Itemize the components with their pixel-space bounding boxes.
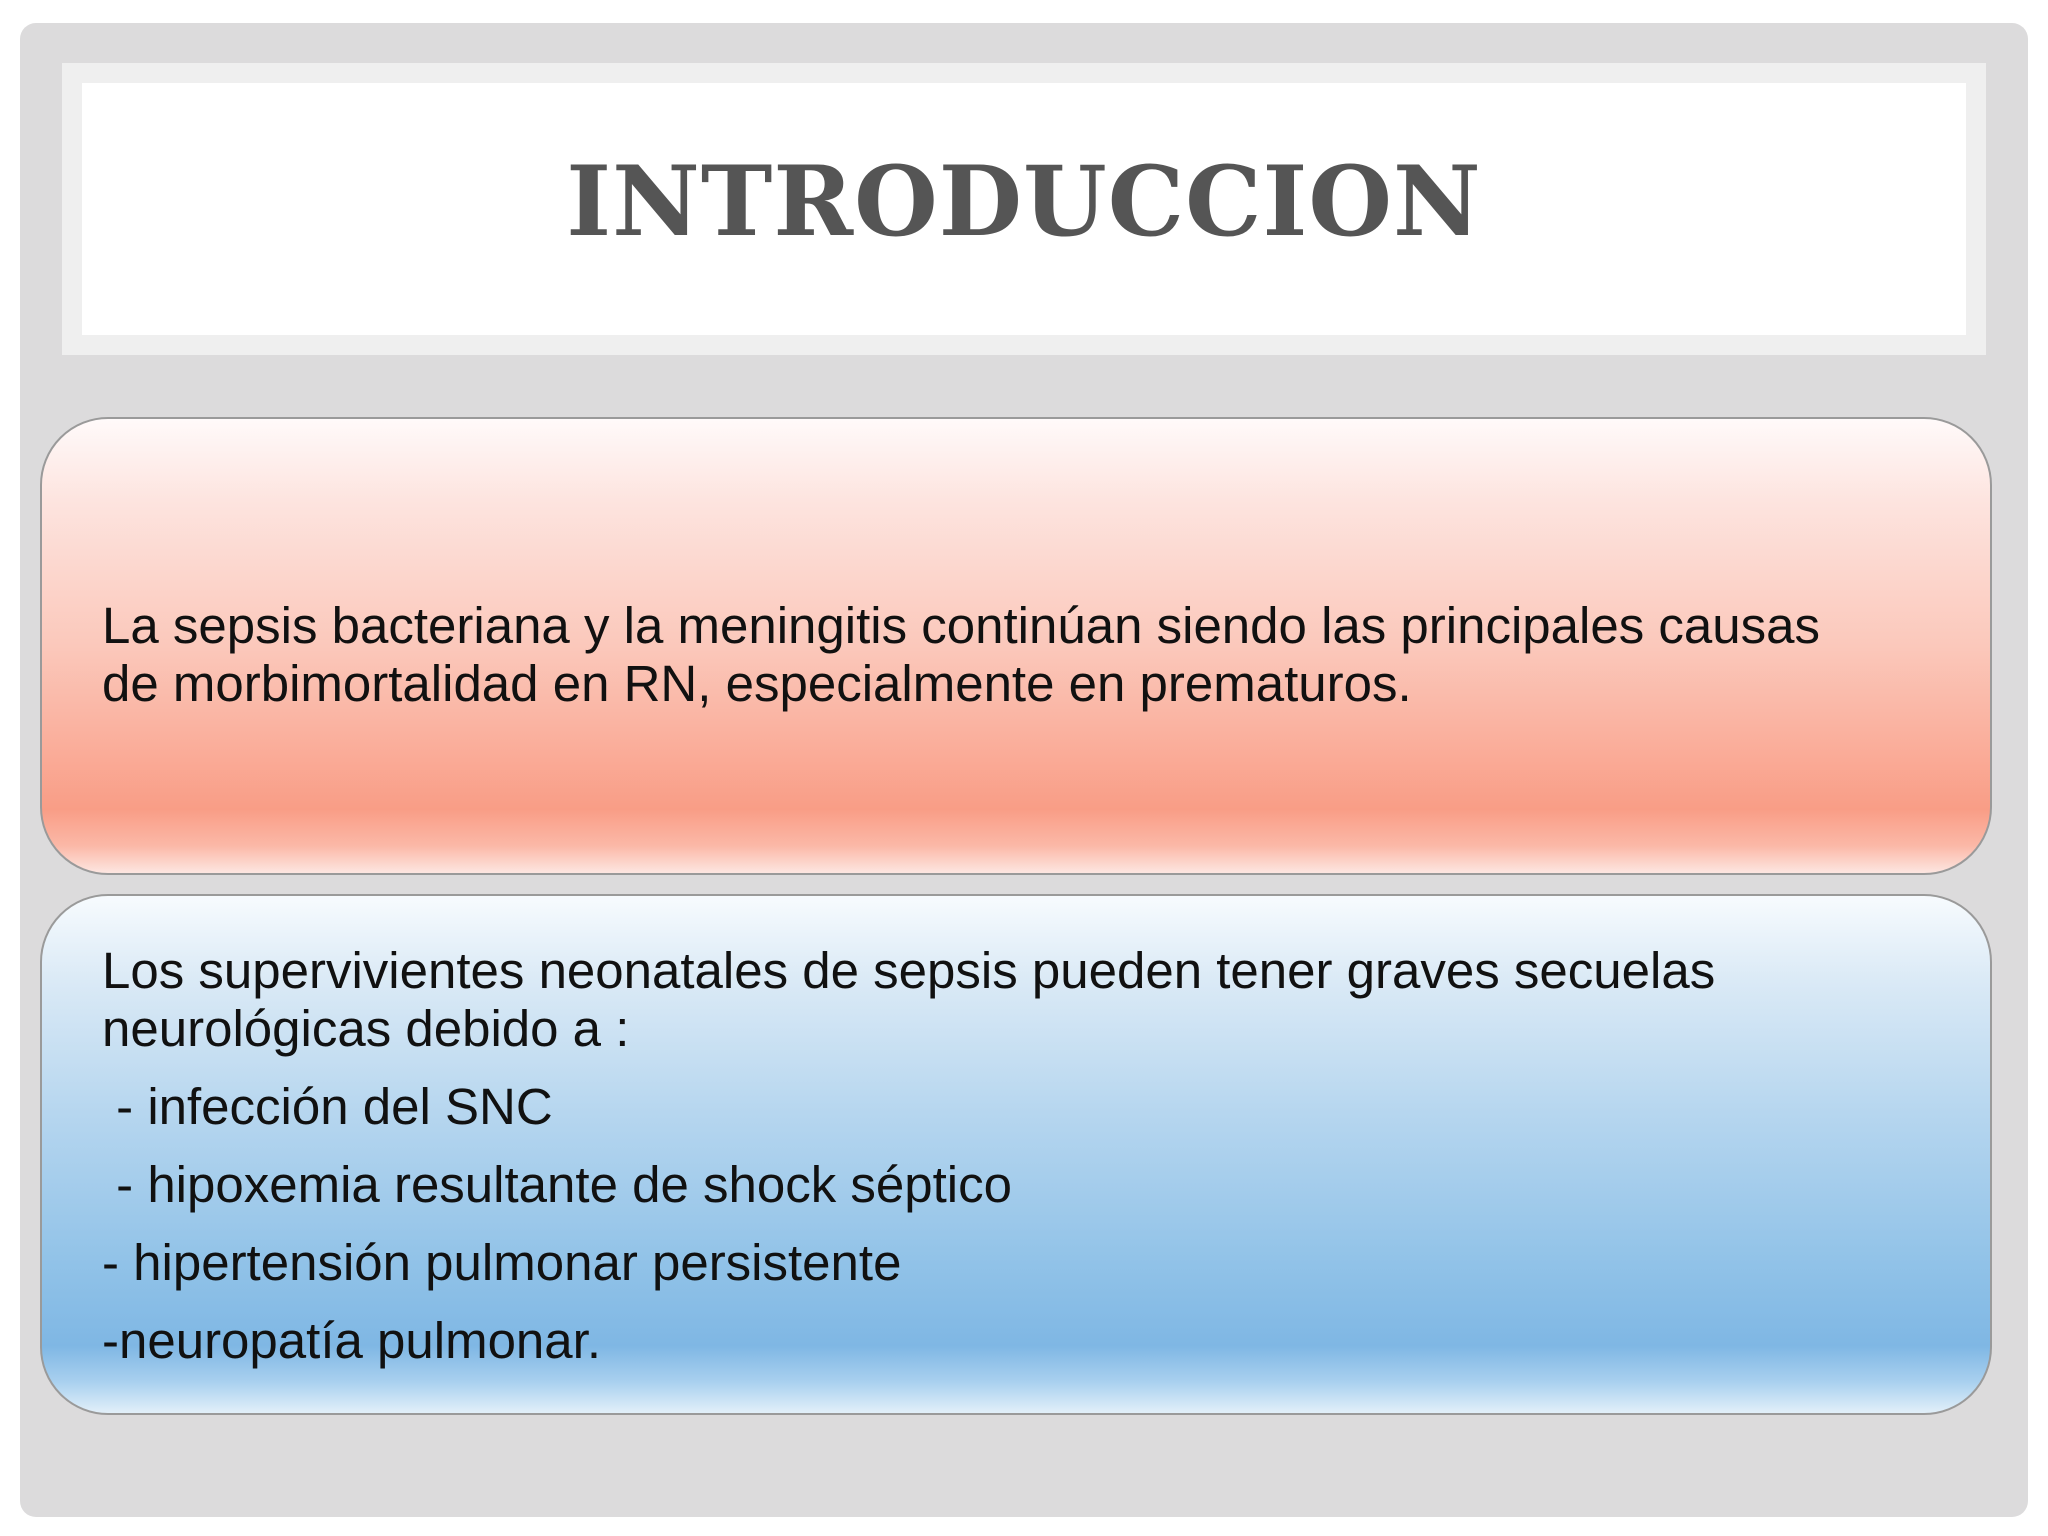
sequelae-text-box <box>40 894 1992 1415</box>
sequelae-item: -neuropatía pulmonar. <box>102 1312 601 1369</box>
sequelae-item: - infección del SNC <box>102 1078 553 1135</box>
sequelae-item: - hipoxemia resultante de shock séptico <box>102 1156 1012 1213</box>
sequelae-content <box>102 942 1870 1390</box>
slide <box>20 23 2028 1517</box>
sequelae-intro: Los supervivientes neonatales de sepsis pueden tener graves secuelas neurológicas debido a : <box>102 942 1716 1057</box>
slide-title: INTRODUCCION <box>566 144 1482 258</box>
sequelae-item: - hipertensión pulmonar persistente <box>102 1234 902 1291</box>
sepsis-text-box <box>40 417 1992 875</box>
title-band <box>62 63 1986 355</box>
title-box <box>82 83 1966 335</box>
sepsis-paragraph: La sepsis bacteriana y la meningitis continúan siendo las principales causas de morbimortalidad en RN, especialmente en prematuros. <box>102 597 1820 712</box>
